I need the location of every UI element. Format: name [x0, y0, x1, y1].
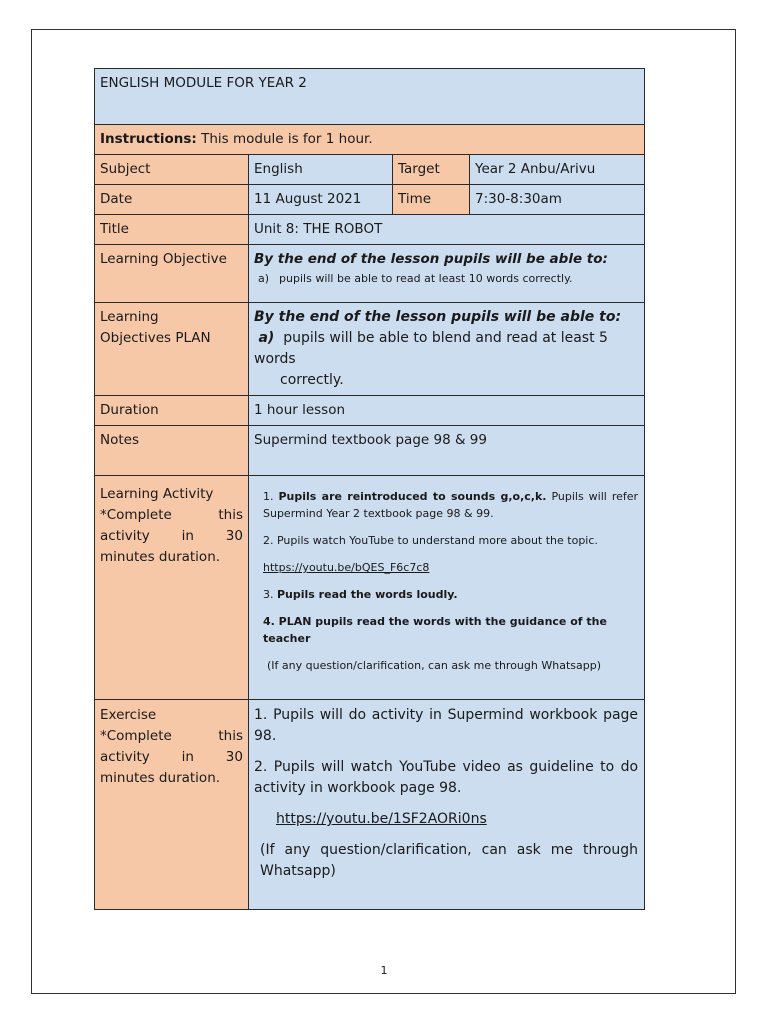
activity-item-3	[263, 586, 638, 603]
exercise-youtube-link[interactable]: https://youtu.be/1SF2AORi0ns	[276, 811, 487, 827]
learning-objective-heading: By the end of the lesson pupils will be able to:	[254, 251, 608, 267]
title-row	[95, 69, 645, 125]
exercise-label: Exercise	[100, 707, 157, 723]
learning-objectives-plan-cell	[249, 303, 645, 396]
duration-label: Duration	[95, 396, 249, 426]
notes-label: Notes	[95, 426, 249, 476]
date-value: 11 August 2021	[249, 185, 393, 215]
learning-objective-row	[95, 245, 645, 303]
subject-label: Subject	[95, 155, 249, 185]
time-value: 7:30-8:30am	[470, 185, 645, 215]
exercise-row	[95, 700, 645, 910]
title-value: Unit 8: THE ROBOT	[249, 215, 645, 245]
instructions-row	[95, 125, 645, 155]
activity-item-2: 2. Pupils watch YouTube to understand more about the topic.	[263, 534, 598, 547]
activity-item-4: 4. PLAN pupils read the words with the guidance of the teacher	[263, 615, 607, 645]
title-info-row	[95, 215, 645, 245]
exercise-note: (If any question/clarification, can ask me through Whatsapp)	[260, 842, 639, 879]
instructions-label: Instructions:	[100, 131, 197, 147]
notes-value: Supermind textbook page 98 & 99	[249, 426, 645, 476]
learning-objective-item	[254, 270, 639, 287]
learning-objectives-plan-row	[95, 303, 645, 396]
lop-label-line2: Objectives PLAN	[100, 330, 211, 346]
instructions-cell	[95, 125, 645, 155]
lop-label-line1: Learning	[100, 309, 159, 325]
exercise-cell	[249, 700, 645, 910]
activity-item-1	[263, 488, 638, 522]
learning-objective-label: Learning Objective	[95, 245, 249, 303]
learning-activity-label: Learning Activity	[100, 486, 214, 502]
learning-activity-cell	[249, 476, 645, 700]
date-row	[95, 185, 645, 215]
learning-activity-row	[95, 476, 645, 700]
learning-activity-sublabel: *Complete this activity in 30 minutes duration.	[100, 507, 243, 565]
target-label: Target	[393, 155, 470, 185]
list-marker: a)	[258, 272, 270, 285]
subject-value: English	[249, 155, 393, 185]
activity-item-1-bold: Pupils are reintroduced to sounds g,o,c,k.	[278, 490, 547, 503]
learning-activity-label-cell	[95, 476, 249, 700]
title-label: Title	[95, 215, 249, 245]
activity-item-1-num: 1.	[263, 490, 274, 503]
lop-item	[254, 328, 639, 370]
module-table	[94, 68, 645, 910]
activity-youtube-link[interactable]: https://youtu.be/bQES_F6c7c8	[263, 561, 430, 574]
lop-item-text: pupils will be able to blend and read at least 5 words	[254, 330, 608, 367]
activity-note: (If any question/clarification, can ask me through Whatsapp)	[267, 659, 601, 672]
duration-row	[95, 396, 645, 426]
list-marker: a)	[258, 330, 275, 346]
subject-row	[95, 155, 645, 185]
time-label: Time	[393, 185, 470, 215]
exercise-label-cell	[95, 700, 249, 910]
lop-heading: By the end of the lesson pupils will be able to:	[254, 309, 622, 325]
learning-objective-text: pupils will be able to read at least 10 words correctly.	[279, 272, 573, 285]
learning-objectives-plan-label	[95, 303, 249, 396]
lop-item-cont: correctly.	[280, 372, 344, 388]
date-label: Date	[95, 185, 249, 215]
exercise-sublabel: *Complete this activity in 30 minutes duration.	[100, 728, 243, 786]
target-value: Year 2 Anbu/Arivu	[470, 155, 645, 185]
page-number: 1	[380, 964, 388, 977]
learning-objective-cell	[249, 245, 645, 303]
activity-item-3-bold: Pupils read the words loudly.	[277, 588, 458, 601]
activity-item-1-rest: Pupils will refer Supermind Year 2 textbook page 98 & 99.	[263, 490, 639, 520]
exercise-item-2: 2. Pupils will watch YouTube video as guideline to do activity in workbook page 98.	[254, 759, 639, 796]
notes-row	[95, 426, 645, 476]
duration-value: 1 hour lesson	[249, 396, 645, 426]
exercise-item-1: 1. Pupils will do activity in Supermind workbook page 98.	[254, 707, 639, 744]
module-title: ENGLISH MODULE FOR YEAR 2	[95, 69, 645, 125]
instructions-text: This module is for 1 hour.	[196, 131, 373, 147]
activity-item-3-num: 3.	[263, 588, 274, 601]
